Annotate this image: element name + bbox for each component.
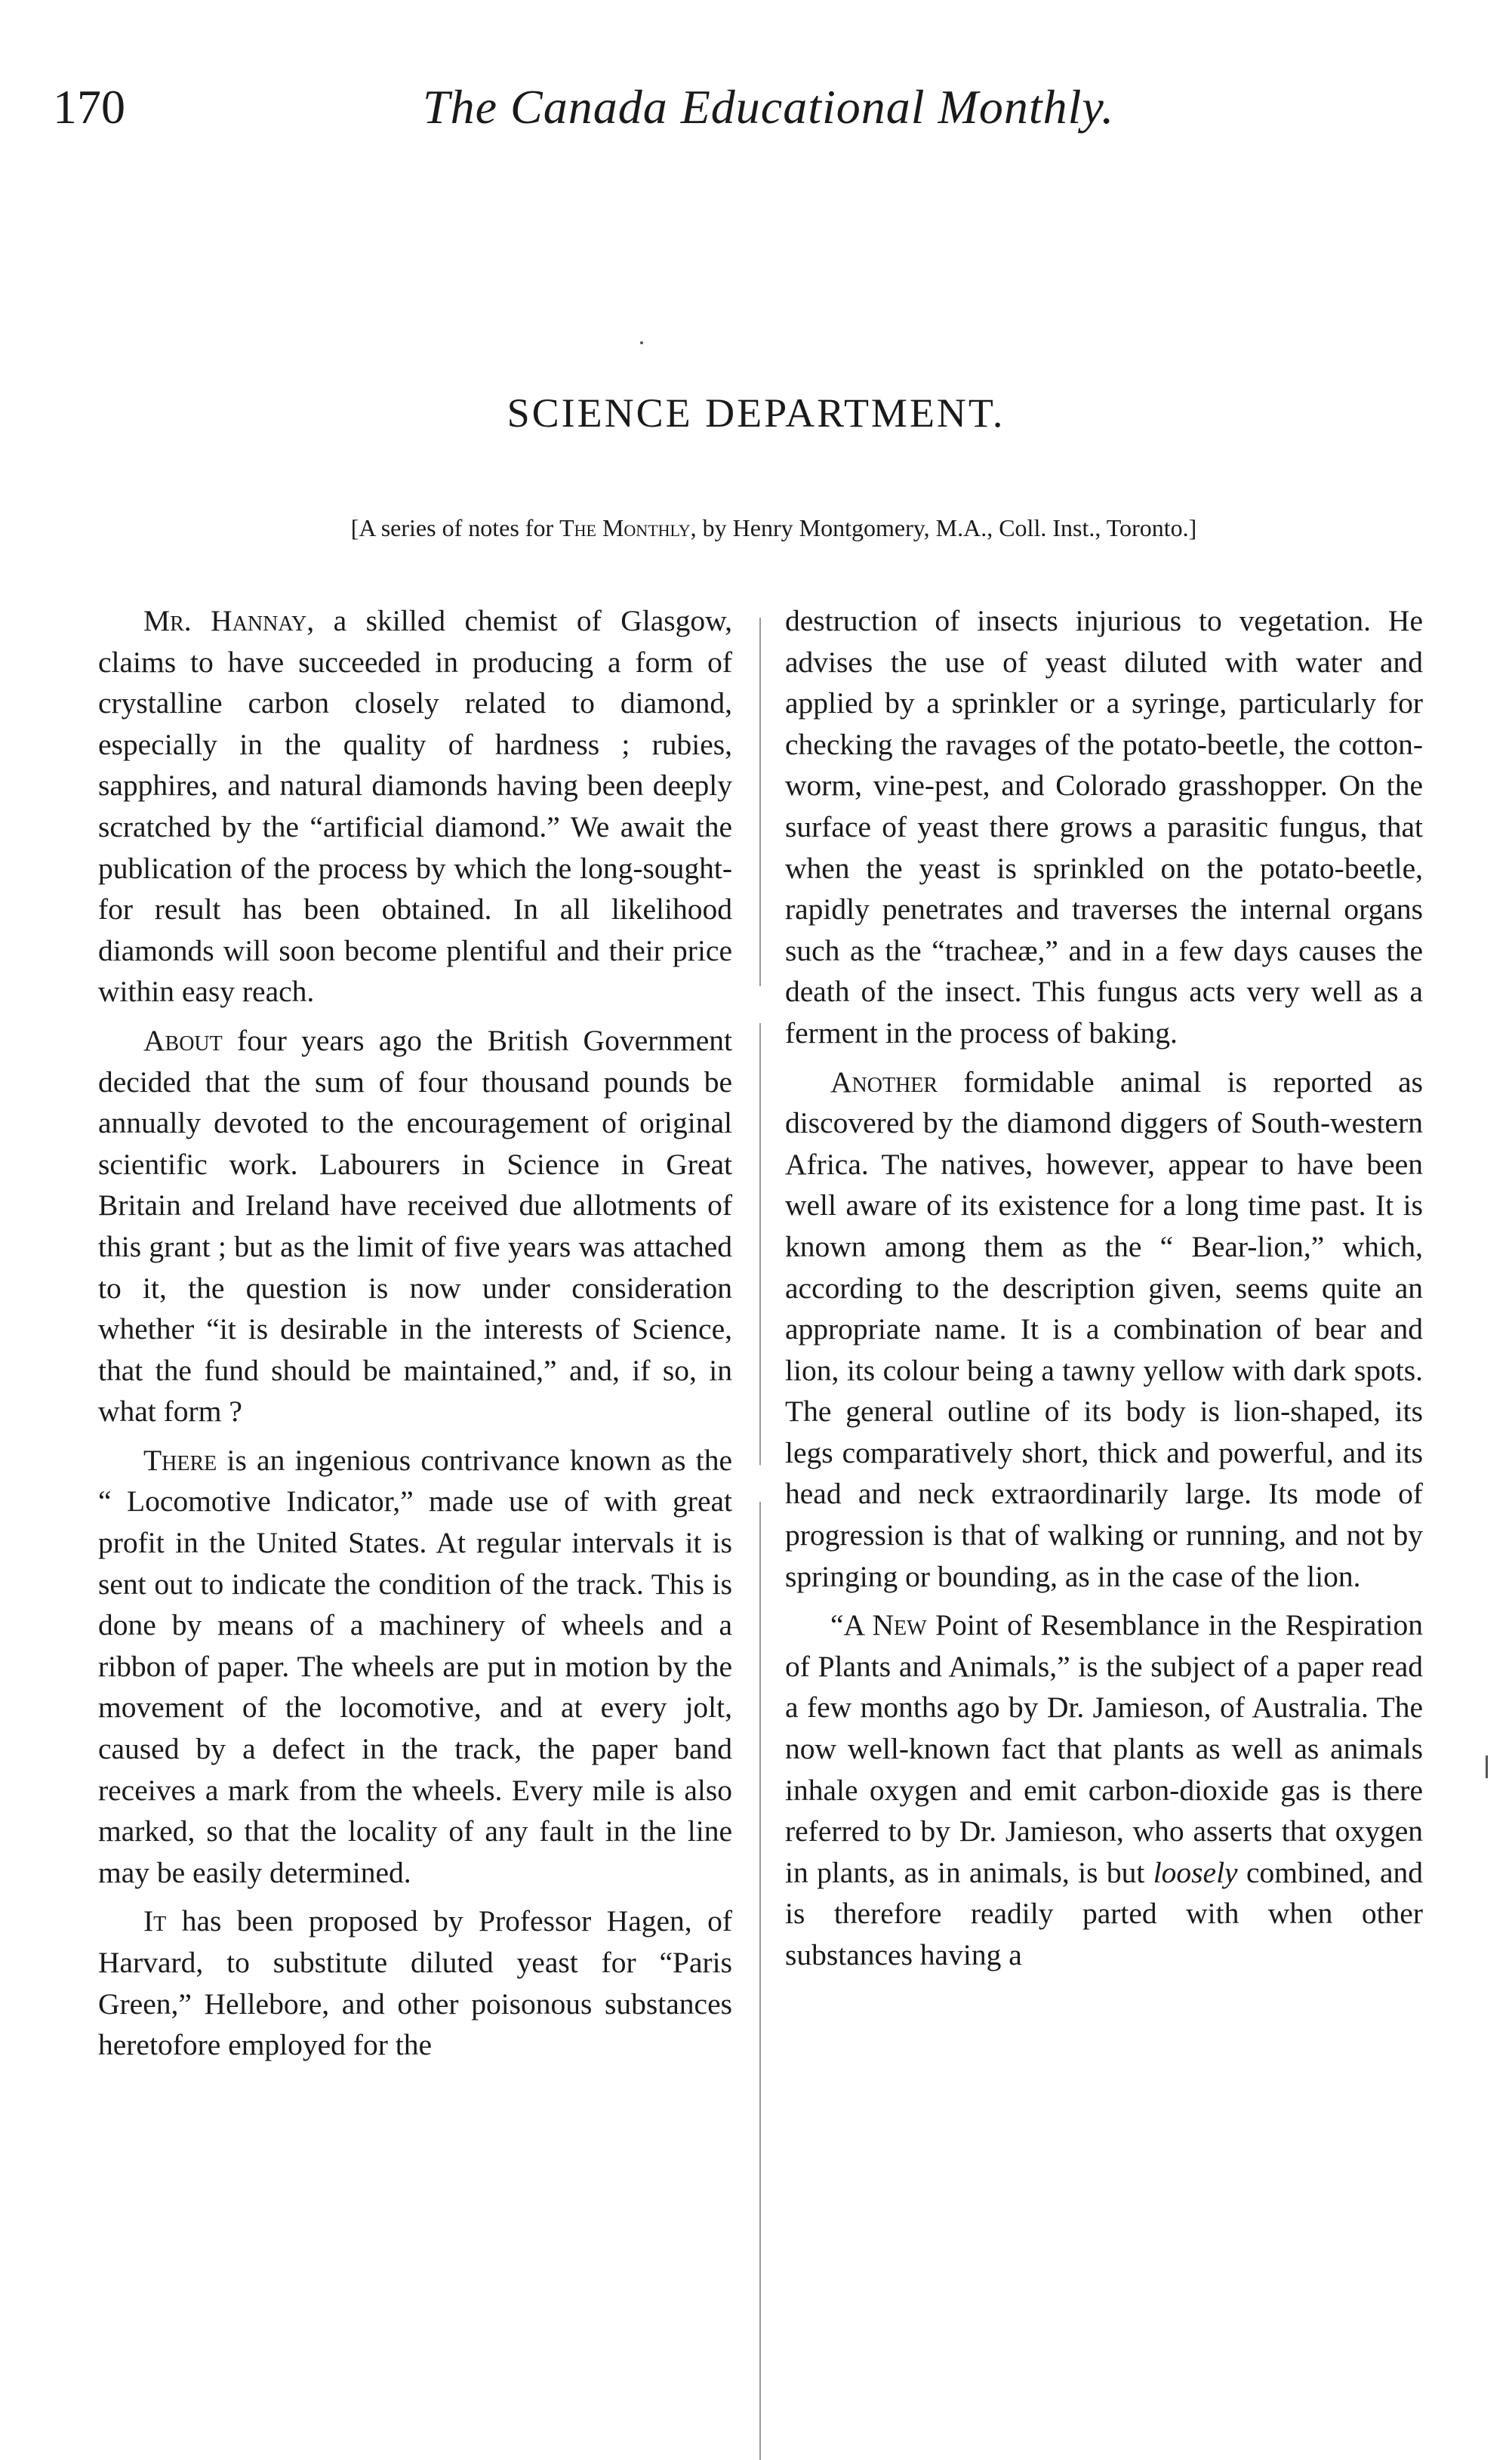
paragraph-lead: New: [872, 1608, 927, 1642]
paragraph-text: destruction of insects injurious to vegetation. He advises the use of yeast diluted with water and applied by a sprinkler or a syringe, particularly for checking the ravages of the potato-beetle, the cotton-worm, vine-pest, and Colorado grasshopper. On the surface of yeast there grows a parasitic fungus, that when the yeast is sprinkled on the potato-beetle, rapidly penetrates and traverses the internal organs such as the “tracheæ,” and in a few days causes the death of the insect. This fungus acts very well as a ferment in the process of baking.: [785, 604, 1423, 1050]
series-note: [60, 513, 1457, 542]
paragraph-italic-word: loosely: [1153, 1855, 1238, 1889]
paragraph-lead: There: [143, 1443, 217, 1477]
paragraph-lead: About: [143, 1023, 223, 1057]
paragraph-lead: It: [143, 1904, 167, 1938]
paragraph-bear-lion: [785, 1062, 1423, 1598]
section-title: SCIENCE DEPARTMENT.: [507, 390, 1005, 436]
paragraph-text: formidable animal is reported as discovered by the diamond diggers of South-western Africa. The natives, however, appear to have been well aware of its existence for a long time past. It is known among them as the “ Bear-lion,” which, according to the description given, seems quite an appropriate name. It is a combination of bear and lion, its colour being a tawny yellow with dark spots. The general outline of its body is lion-shaped, its legs comparatively short, thick and powerful, and its head and neck extraordinarily large. Its mode of progression is that of walking or running, and not by springing or bounding, as in the case of the lion.: [785, 1065, 1423, 1593]
print-speck: [640, 341, 643, 344]
paragraph-lead: Mr. Hannay: [143, 604, 307, 637]
series-note-journal: The Monthly: [559, 514, 691, 541]
running-title: The Canada Educational Monthly.: [423, 80, 1115, 134]
paragraph-yeast-continued: [785, 600, 1423, 1054]
left-column: [98, 600, 732, 2073]
paragraph-locomotive-indicator: [98, 1440, 732, 1894]
margin-mark: [1486, 1756, 1488, 1778]
page-number: 170: [53, 80, 125, 134]
paragraph-text: Point of Resemblance in the Respiration of Plants and Animals,” is the subject of a paper read a few months ago by Dr. Jamieson, of Australia. The now well-known fact that plants as well as animals inhale oxygen and emit carbon-dioxide gas is there referred to by Dr. Jamieson, who asserts that oxygen in plants, as in animals, is but: [785, 1608, 1423, 1889]
paragraph-open-quote: “A: [830, 1608, 873, 1642]
paragraph-lead: Another: [830, 1065, 938, 1099]
series-note-prefix: [A series of notes for: [350, 514, 560, 541]
paragraph-text: combined, and is therefore readily parted with when other substances having a: [785, 1855, 1423, 1971]
right-column: [785, 600, 1423, 1984]
paragraph-text: has been proposed by Professor Hagen, of Harvard, to substitute diluted yeast for “Paris Green,” Hellebore, and other poisonous substances heretofore employed for the: [98, 1904, 732, 2062]
paragraph-hannay: [98, 600, 732, 1013]
paragraph-text: is an ingenious contrivance known as the “ Locomotive Indicator,” made use of with great profit in the United States. At regular intervals it is sent out to indicate the condition of the track. This is done by means of a machinery of wheels and a ribbon of paper. The wheels are put in motion by the movement of the locomotive, and at every jolt, caused by a defect in the track, the paper band receives a mark from the wheels. Every mile is also marked, so that the locality of any fault in the line may be easily determined.: [98, 1443, 732, 1889]
paragraph-text: , a skilled chemist of Glasgow, claims to have succeeded in producing a form of crystalline carbon closely related to diamond, especially in the quality of hardness ; rubies, sapphires, and natural diamonds having been deeply scratched by the “artificial diamond.” We await the publication of the process by which the long-sought-for result has been obtained. In all likelihood diamonds will soon become plentiful and their price within easy reach.: [98, 604, 732, 1009]
paragraph-respiration: [785, 1605, 1423, 1975]
paragraph-government-grant: [98, 1020, 732, 1432]
paragraph-text: four years ago the British Government decided that the sum of four thousand pounds be annually devoted to the encouragement of original scientific work. Labourers in Science in Great Britain and Ireland have received due allotments of this grant ; but as the limit of five years was attached to it, the question is now under consideration whether “it is desirable in the interests of Science, that the fund should be maintained,” and, if so, in what form ?: [98, 1023, 732, 1429]
paragraph-yeast-proposal: [98, 1900, 732, 2065]
column-divider: [759, 618, 761, 2460]
series-note-suffix: , by Henry Montgomery, M.A., Coll. Inst., Toronto.]: [690, 514, 1197, 541]
